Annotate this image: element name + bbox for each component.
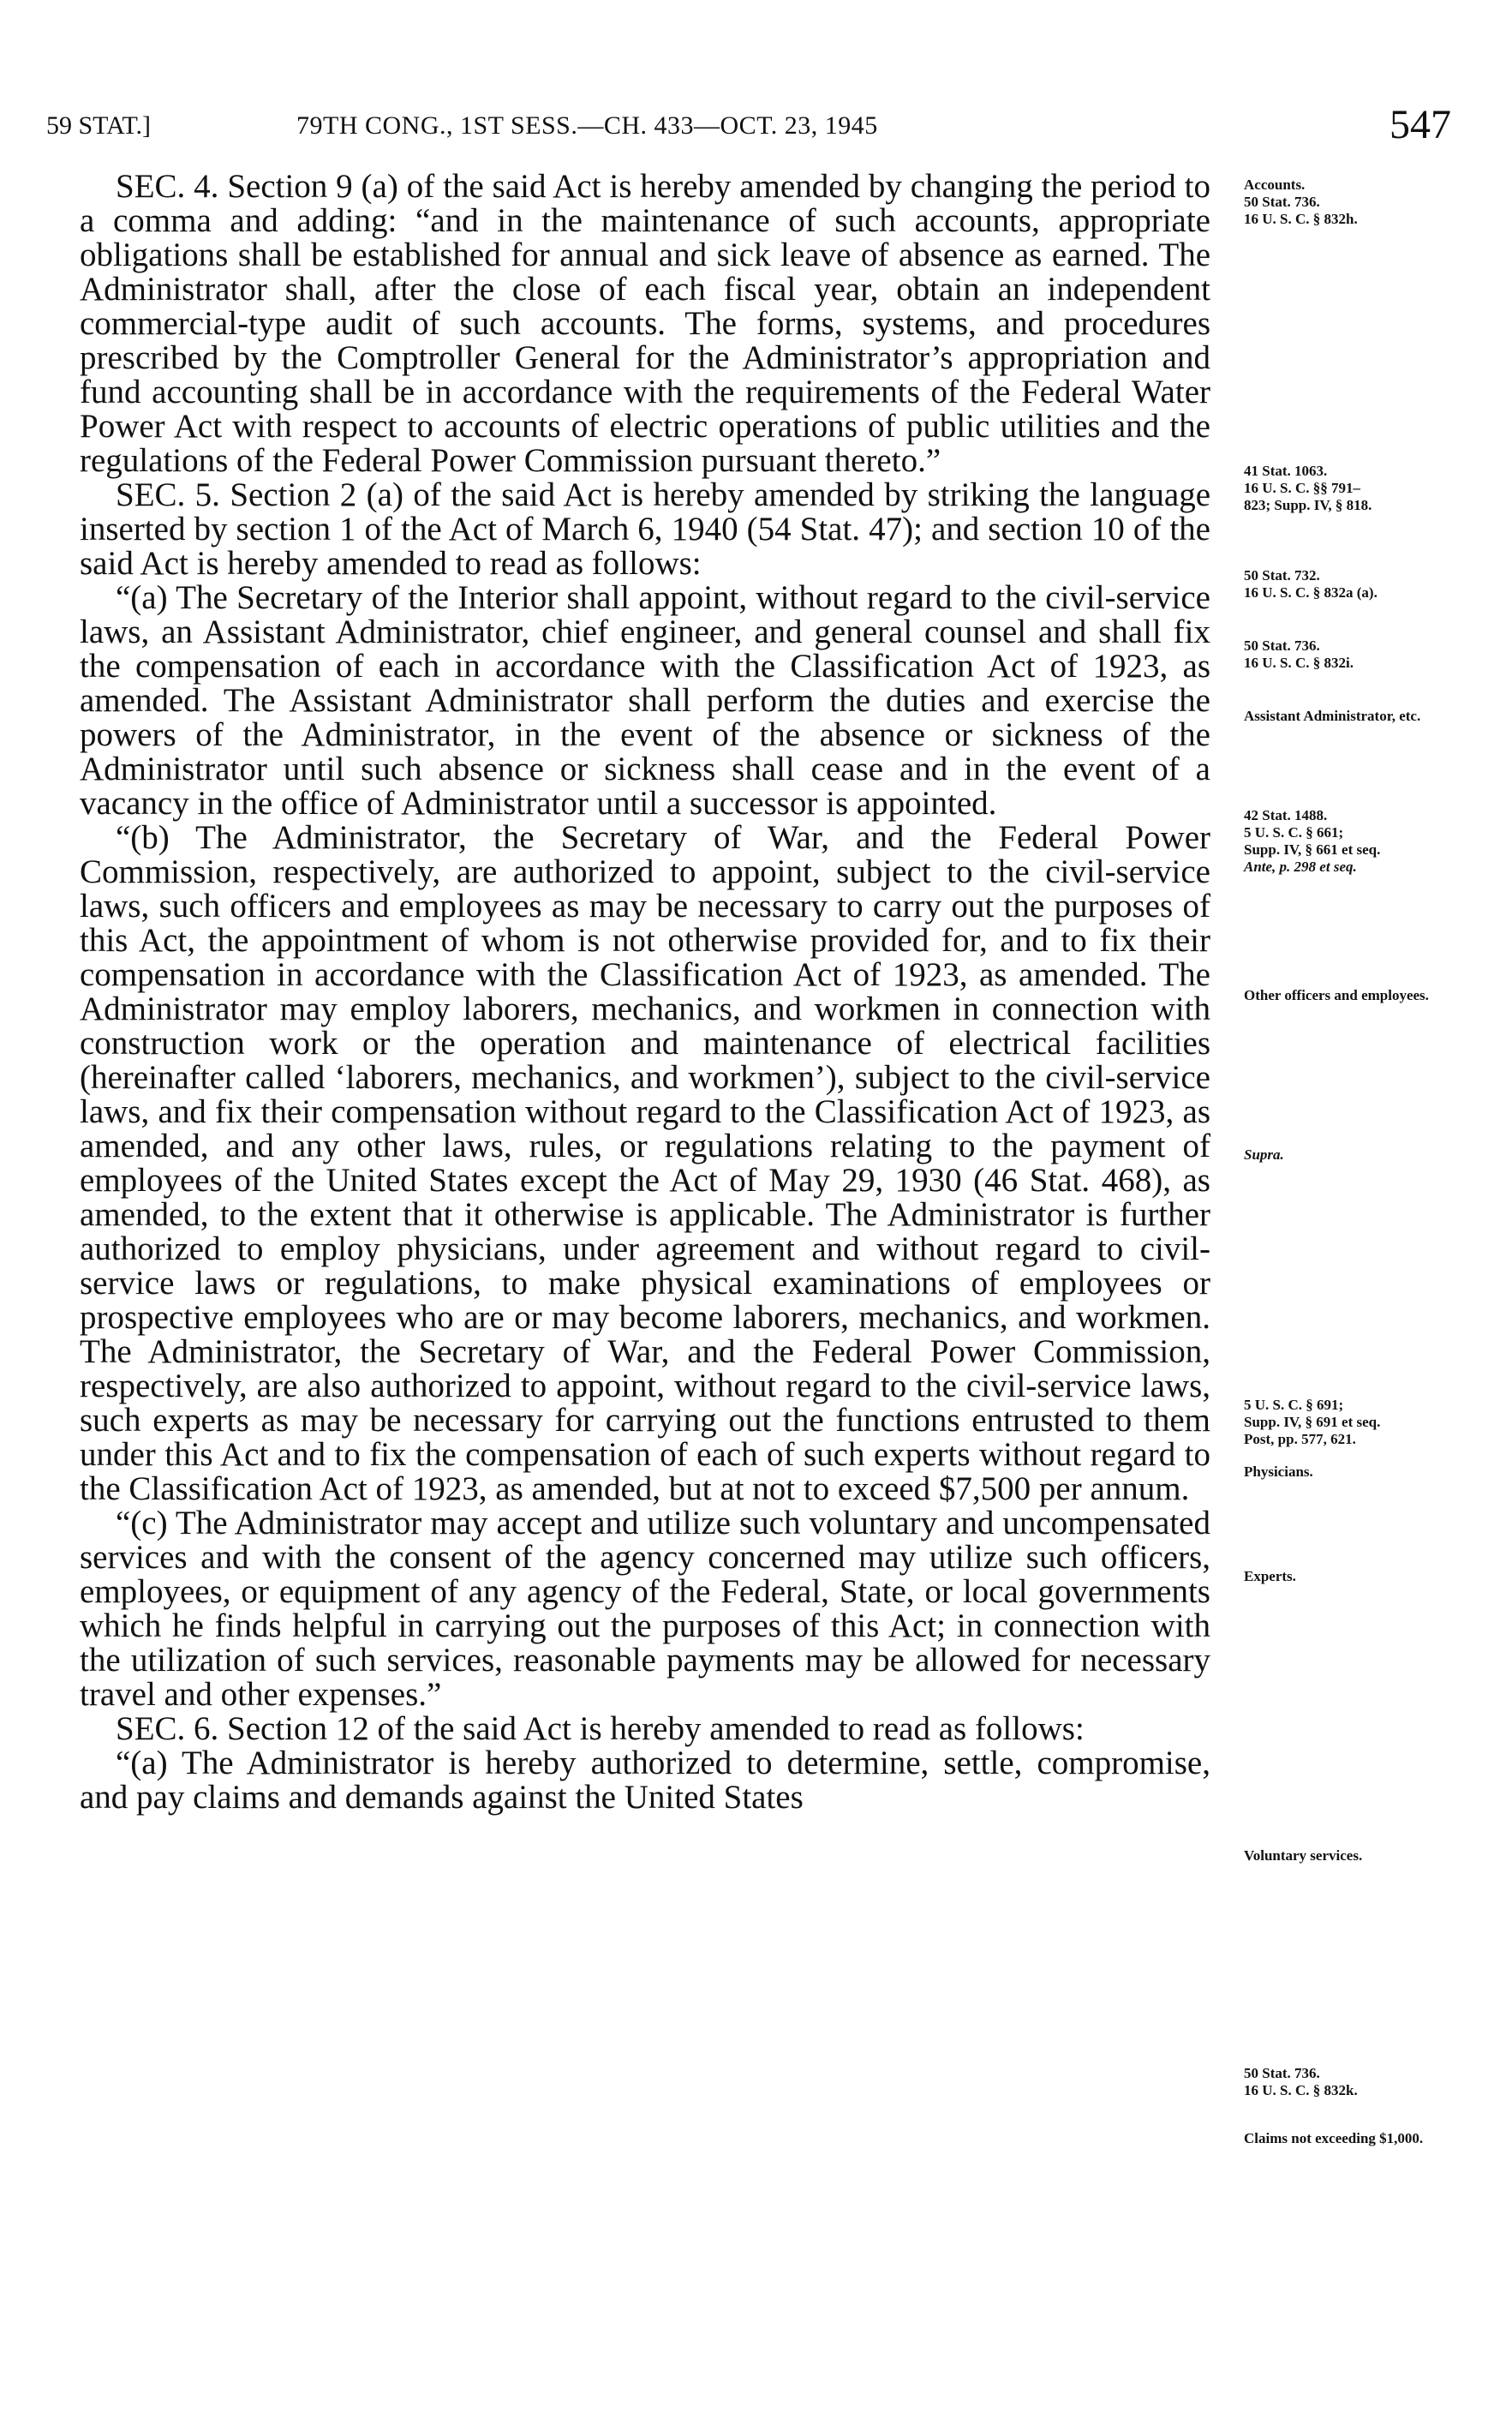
section-4	[80, 170, 1210, 478]
section-6	[80, 1712, 1210, 1746]
margin-note-50-stat-732: 50 Stat. 732. 16 U. S. C. § 832a (a).	[1244, 567, 1378, 601]
margin-note-experts: Experts.	[1244, 1568, 1296, 1584]
margin-note-5-usc-691: 5 U. S. C. § 691; Supp. IV, § 691 et seq. Post, pp. 577, 621.	[1244, 1397, 1381, 1447]
margin-note-other-officers: Other officers and employees.	[1244, 987, 1429, 1003]
margin-note-50-stat-736: 50 Stat. 736. 16 U. S. C. § 832i.	[1244, 637, 1354, 671]
page-number: 547	[1389, 102, 1451, 147]
section-5	[80, 478, 1210, 581]
section-6-text: Section 12 of the said Act is hereby amended to read as follows:	[227, 1710, 1085, 1747]
running-header	[46, 101, 1451, 153]
stat-reference: 59 STAT.]	[46, 111, 152, 140]
section-5-label: SEC. 5.	[116, 476, 220, 513]
paragraph-a: “(a) The Secretary of the Interior shall appoint, without regard to the civil-service laws, an Assistant Administrator, chief engineer, and general counsel and shall fix the compensation of each in accordance with the Classification Act of 1923, as amended. The Assistant Administrator shall perform the duties and exercise the powers of the Administrator, in the event of the absence or sickness of the Administrator until such absence or sickness shall cease and in the event of a vacancy in the office of Administrator until a successor is appointed.	[80, 579, 1210, 822]
margin-note-accounts: Accounts. 50 Stat. 736. 16 U. S. C. § 832h.	[1244, 177, 1358, 227]
section-5-text: Section 2 (a) of the said Act is hereby amended by striking the language inserted by section 1 of the Act of March 6, 1940 (54 Stat. 47); and section 10 of the said Act is hereby amended to read as follows:	[80, 476, 1211, 582]
main-text	[80, 170, 1210, 1815]
margin-note-physicians: Physicians.	[1244, 1463, 1313, 1480]
section-6-label: SEC. 6.	[116, 1710, 219, 1747]
section-4-label: SEC. 4.	[116, 168, 219, 205]
paragraph-6a: “(a) The Administrator is hereby authorized to determine, settle, compromise, and pay claims and demands against the United States	[80, 1745, 1210, 1816]
paragraph-b: “(b) The Administrator, the Secretary of War, and the Federal Power Commission, respectively, are authorized to appoint, subject to the civil-service laws, such officers and employees as may be necessary to carry out the purposes of this Act, the appointment of whom is not otherwise provided for, and to fix their compensation in accordance with the Classification Act of 1923, as amended. The Administrator may employ laborers, mechanics, and workmen in connection with construction work or the operation and maintenance of electrical facilities (hereinafter called ‘laborers, mechanics, and workmen’), subject to the civil-service laws, and fix their compensation without regard to the Classification Act of 1923, as amended, and any other laws, rules, or regulations relating to the payment of employees of the United States except the Act of May 29, 1930 (46 Stat. 468), as amended, to the extent that it otherwise is applicable. The Administrator is further authorized to employ physicians, under agreement and without regard to civil-service laws or regulations, to make physical examinations of employees or prospective employees who are or may become laborers, mechanics, and workmen. The Administrator, the Secretary of War, and the Federal Power Commission, respectively, are also authorized to appoint, without regard to the civil-service laws, such experts as may be necessary for carrying out the functions entrusted to them under this Act and to fix the compensation of each of such experts without regard to the Classification Act of 1923, as amended, but at not to exceed $7,500 per annum.	[80, 819, 1210, 1507]
margin-note-42-stat: 42 Stat. 1488. 5 U. S. C. § 661; Supp. IV, § 661 et seq. Ante, p. 298 et seq.	[1244, 807, 1381, 875]
margin-note-50-stat-736-sec6: 50 Stat. 736. 16 U. S. C. § 832k.	[1244, 2065, 1358, 2098]
margin-note-supra: Supra.	[1244, 1146, 1284, 1163]
section-4-text: Section 9 (a) of the said Act is hereby amended by changing the period to a comma and adding: “and in the maintenance of such accounts, appropriate obligations shall be established for annual and sick leave of absence as earned. The Administrator shall, after the close of each fiscal year, obtain an independent commercial-type audit of such accounts. The forms, systems, and procedures prescribed by the Comptroller General for the Administrator’s appropriation and fund accounting shall be in accordance with the requirements of the Federal Water Power Act with respect to accounts of electric operations of public utilities and the regulations of the Federal Power Commission pursuant thereto.”	[80, 168, 1211, 479]
margin-note-assistant-administrator: Assistant Administrator, etc.	[1244, 708, 1421, 724]
paragraph-c: “(c) The Administrator may accept and utilize such voluntary and uncompensated services and with the consent of the agency concerned may utilize such officers, employees, or equipment of any agency of the Federal, State, or local governments which he finds helpful in carrying out the purposes of this Act; in connection with the utilization of such services, reasonable payments may be allowed for necessary travel and other expenses.”	[80, 1505, 1210, 1713]
session-line: 79TH CONG., 1ST SESS.—CH. 433—OCT. 23, 1945	[296, 111, 878, 140]
margin-note-41-stat: 41 Stat. 1063. 16 U. S. C. §§ 791– 823; Supp. IV, § 818.	[1244, 463, 1372, 513]
margin-note-voluntary-services: Voluntary services.	[1244, 1847, 1363, 1864]
margin-note-claims: Claims not exceeding $1,000.	[1244, 2130, 1424, 2146]
